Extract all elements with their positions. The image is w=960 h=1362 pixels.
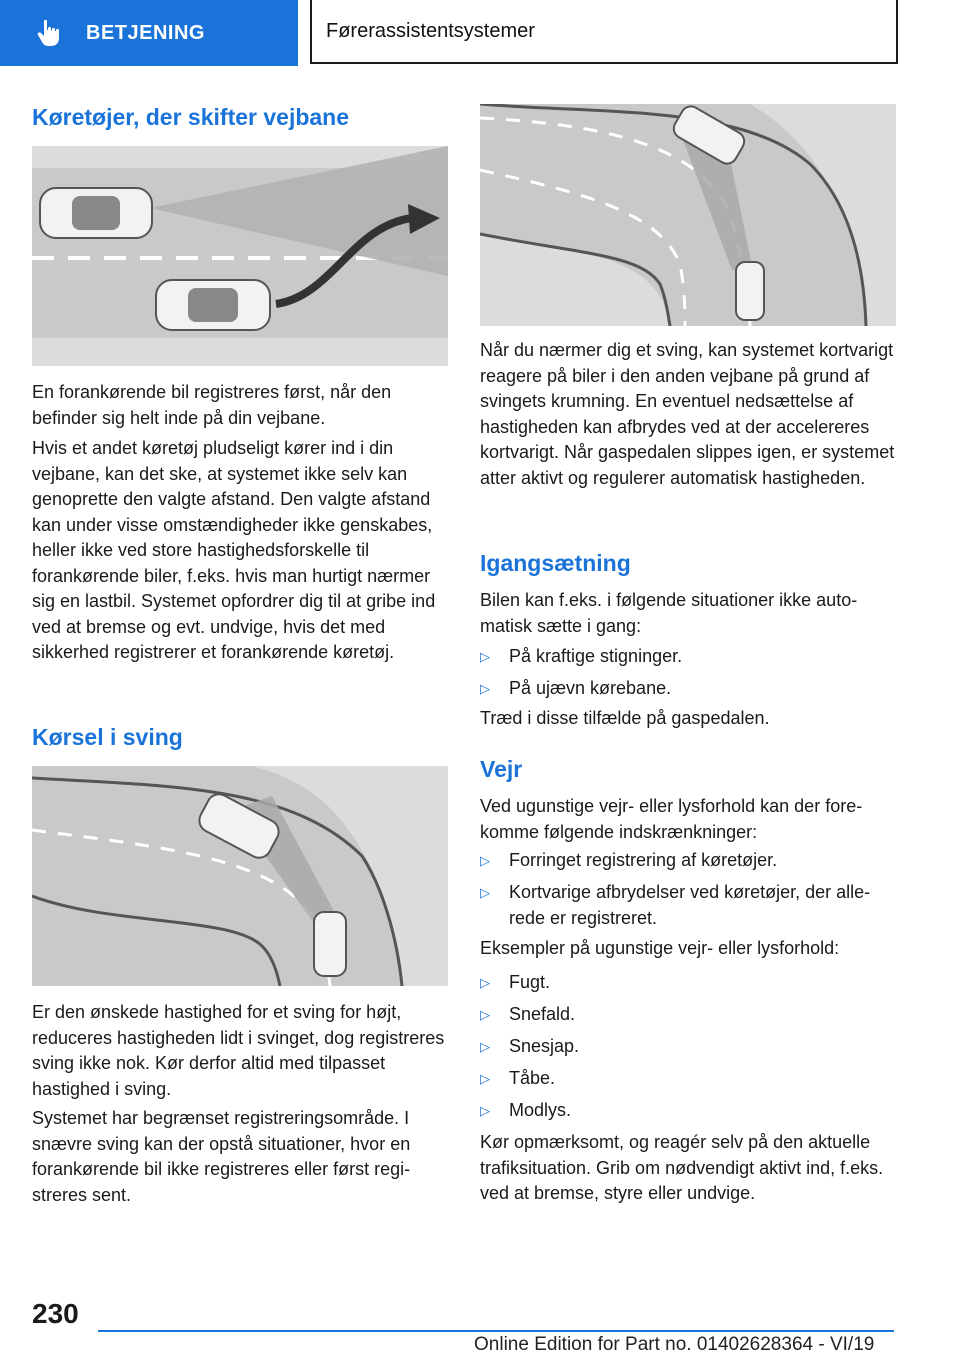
- list-item: ▷ Snesjap.: [480, 1034, 900, 1060]
- hand-pointer-icon: [34, 18, 64, 48]
- heading-cornering: Kørsel i sving: [32, 724, 183, 750]
- list-item: ▷ Forringet registrering af køretøjer.: [480, 848, 900, 874]
- list-item: ▷ Kortvarige afbrydelser ved køretøjer, der allerede er registreret.: [480, 882, 871, 928]
- cornering-para-1: Er den ønskede hastighed for et sving for højt, reduceres hastigheden lidt i svinget, dog registreres sving ikke nok. Kør derfor altid med tilpasset hastighed i sving.: [32, 1002, 445, 1099]
- weather-limitations-list: [480, 848, 900, 938]
- weather-closing-para: Kør opmærksomt, og reagér selv på den aktuelle trafiksituation. Grib om nødvendigt aktivt ind, f.eks. ved at bremse, styre eller undvige.: [480, 1132, 884, 1203]
- chapter-tab[interactable]: [0, 0, 298, 66]
- cornering-para-2: Systemet har begrænset registreringsområde. I snævre sving kan der opstå situationer, hvor en forankørende bil ikke registreres eller først registreres sent.: [32, 1108, 411, 1205]
- startup-para: Bilen kan f.eks. i følgende situationer ikke automatisk sætte i gang:: [480, 590, 858, 636]
- page-number: 230: [32, 1298, 79, 1329]
- list-item: ▷ På ujævn kørebane.: [480, 676, 900, 702]
- lane-change-para-2: Hvis et andet køretøj pludseligt kører ind i din vejbane, kan det ske, at systemet ikke selv kan genoprette den valgte afstand. Den valgte afstand kan under visse omstændigheder ikke genskabes, heller ikke ved store hastighedsforskelle til forankørende biler, f.eks. hvis man hurtigt nærmer sig en lastbil. Systemet opfordrer dig til at gribe ind ved at bremse og evt. undvige, hvis det med sikkerhed registrerer et forankørende køretøj.: [32, 438, 436, 662]
- car-own-adjacent: [736, 262, 764, 320]
- chapter-label: BETJENING: [86, 21, 205, 44]
- section-title: Førerassistentsystemer: [326, 19, 535, 42]
- figure-lane-change: [32, 146, 448, 366]
- heading-startup: Igangsætning: [480, 550, 631, 576]
- triangle-bullet-icon: ▷: [480, 1007, 490, 1022]
- triangle-bullet-icon: ▷: [480, 885, 490, 900]
- weather-examples-list: [480, 970, 900, 1130]
- triangle-bullet-icon: ▷: [480, 853, 490, 868]
- curve-adjacent-illustration: [480, 104, 896, 326]
- triangle-bullet-icon: ▷: [480, 649, 490, 664]
- triangle-bullet-icon: ▷: [480, 1103, 490, 1118]
- lane-change-illustration: [32, 146, 448, 366]
- section-header: [310, 0, 898, 64]
- triangle-bullet-icon: ▷: [480, 681, 490, 696]
- figure-cornering: [32, 766, 448, 986]
- weather-examples-intro: Eksempler på ugunstige vejr- eller lysforhold:: [480, 938, 840, 958]
- footer-edition: Online Edition for Part no. 01402628364 - VI/19: [474, 1334, 875, 1355]
- list-item: ▷ Modlys.: [480, 1098, 900, 1124]
- triangle-bullet-icon: ▷: [480, 1071, 490, 1086]
- list-item: ▷ Tåbe.: [480, 1066, 900, 1092]
- triangle-bullet-icon: ▷: [480, 1039, 490, 1054]
- triangle-bullet-icon: ▷: [480, 975, 490, 990]
- lane-change-para-1: En forankørende bil registreres først, når den befinder sig helt inde på din vejbane.: [32, 382, 392, 428]
- curve-para: Når du nærmer dig et sving, kan systemet kortvarigt reagere på biler i den anden vejbane på grund af svingets krumning. En eventuel nedsættelse af hastigheden kan afbrydes ved at der accelereres kortvarigt. Når gaspedalen slippes igen, er systemet atter aktivt og regulerer automatisk hastigheden.: [480, 340, 895, 488]
- car-own: [156, 280, 270, 330]
- figure-curve-adjacent: [480, 104, 896, 326]
- startup-list: [480, 644, 900, 708]
- car-own-curve: [314, 912, 346, 976]
- heading-weather: Vejr: [480, 756, 523, 782]
- heading-lane-change: Køretøjer, der skifter vejbane: [32, 104, 350, 130]
- weather-para: Ved ugunstige vejr- eller lysforhold kan der forekomme følgende indskrænkninger:: [480, 796, 863, 842]
- cornering-illustration: [32, 766, 448, 986]
- startup-note: Træd i disse tilfælde på gaspedalen.: [480, 708, 770, 728]
- list-item: ▷ Fugt.: [480, 970, 900, 996]
- footer-divider: [98, 1330, 894, 1332]
- car-front: [40, 188, 152, 238]
- list-item: ▷ Snefald.: [480, 1002, 900, 1028]
- list-item: ▷ På kraftige stigninger.: [480, 644, 900, 670]
